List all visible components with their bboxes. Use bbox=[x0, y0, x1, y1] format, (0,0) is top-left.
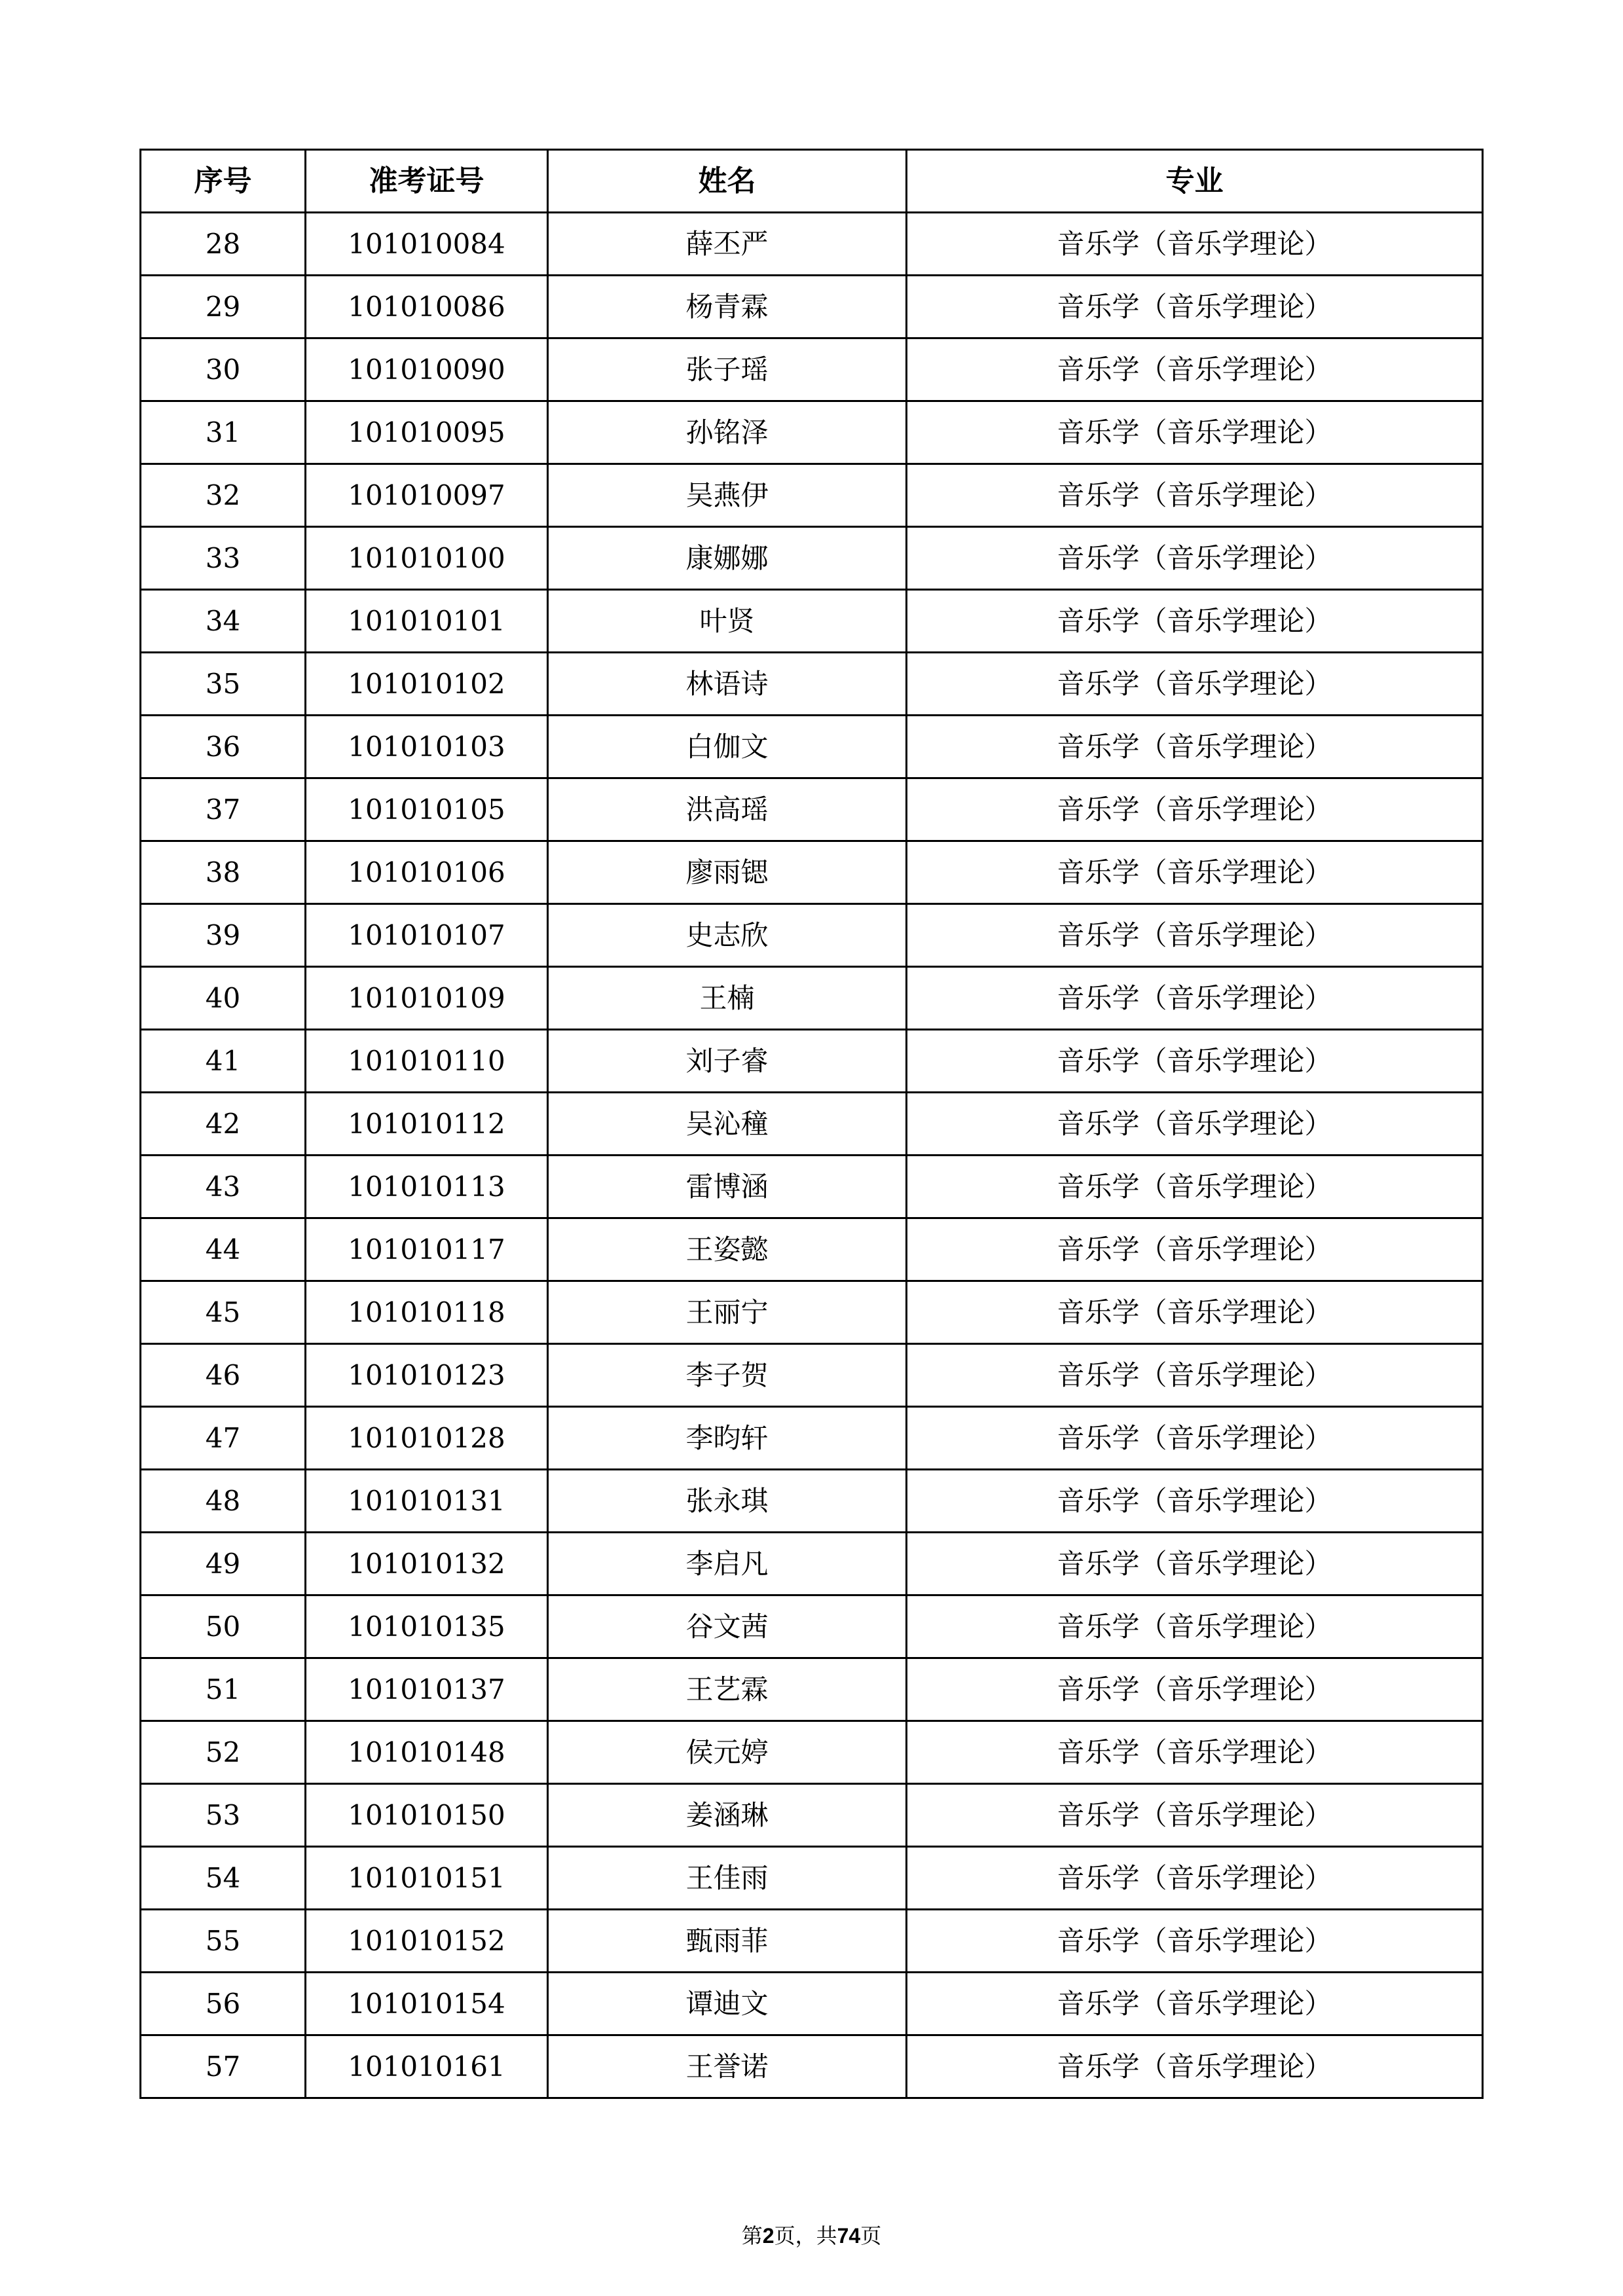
cell-exam-id: 101010095 bbox=[306, 401, 548, 464]
cell-name: 王楠 bbox=[548, 967, 907, 1030]
cell-name: 康娜娜 bbox=[548, 527, 907, 590]
footer-prefix: 第 bbox=[741, 2223, 763, 2248]
cell-exam-id: 101010150 bbox=[306, 1784, 548, 1847]
cell-major: 音乐学（音乐学理论） bbox=[907, 1784, 1483, 1847]
cell-exam-id: 101010117 bbox=[306, 1218, 548, 1281]
cell-seq: 55 bbox=[141, 1910, 306, 1973]
cell-seq: 48 bbox=[141, 1470, 306, 1533]
cell-exam-id: 101010154 bbox=[306, 1973, 548, 2035]
cell-name: 谷文茜 bbox=[548, 1595, 907, 1658]
cell-exam-id: 101010112 bbox=[306, 1093, 548, 1156]
cell-name: 白伽文 bbox=[548, 716, 907, 778]
cell-major: 音乐学（音乐学理论） bbox=[907, 1407, 1483, 1470]
cell-major: 音乐学（音乐学理论） bbox=[907, 716, 1483, 778]
cell-major: 音乐学（音乐学理论） bbox=[907, 527, 1483, 590]
cell-seq: 41 bbox=[141, 1030, 306, 1093]
cell-major: 音乐学（音乐学理论） bbox=[907, 1973, 1483, 2035]
header-name: 姓名 bbox=[548, 150, 907, 213]
cell-major: 音乐学（音乐学理论） bbox=[907, 213, 1483, 276]
cell-name: 李子贺 bbox=[548, 1344, 907, 1407]
table-row bbox=[141, 1973, 1483, 2035]
cell-seq: 53 bbox=[141, 1784, 306, 1847]
footer-middle: 页，共 bbox=[774, 2223, 837, 2248]
cell-seq: 37 bbox=[141, 778, 306, 841]
table-row bbox=[141, 1470, 1483, 1533]
table-row bbox=[141, 590, 1483, 653]
cell-major: 音乐学（音乐学理论） bbox=[907, 2035, 1483, 2098]
table-row bbox=[141, 1093, 1483, 1156]
table-row bbox=[141, 1721, 1483, 1784]
cell-major: 音乐学（音乐学理论） bbox=[907, 1218, 1483, 1281]
cell-name: 孙铭泽 bbox=[548, 401, 907, 464]
cell-name: 侯元婷 bbox=[548, 1721, 907, 1784]
cell-name: 王誉诺 bbox=[548, 2035, 907, 2098]
cell-exam-id: 101010097 bbox=[306, 464, 548, 527]
cell-exam-id: 101010113 bbox=[306, 1156, 548, 1218]
cell-exam-id: 101010131 bbox=[306, 1470, 548, 1533]
cell-exam-id: 101010123 bbox=[306, 1344, 548, 1407]
cell-major: 音乐学（音乐学理论） bbox=[907, 967, 1483, 1030]
cell-major: 音乐学（音乐学理论） bbox=[907, 464, 1483, 527]
cell-exam-id: 101010105 bbox=[306, 778, 548, 841]
page-footer bbox=[0, 2219, 1623, 2250]
cell-major: 音乐学（音乐学理论） bbox=[907, 1721, 1483, 1784]
cell-seq: 32 bbox=[141, 464, 306, 527]
cell-name: 王姿懿 bbox=[548, 1218, 907, 1281]
cell-seq: 39 bbox=[141, 904, 306, 967]
table-row bbox=[141, 1533, 1483, 1595]
table-row bbox=[141, 904, 1483, 967]
cell-seq: 47 bbox=[141, 1407, 306, 1470]
cell-seq: 36 bbox=[141, 716, 306, 778]
table-row bbox=[141, 1595, 1483, 1658]
header-major: 专业 bbox=[907, 150, 1483, 213]
cell-name: 吴燕伊 bbox=[548, 464, 907, 527]
table-row bbox=[141, 213, 1483, 276]
cell-seq: 51 bbox=[141, 1658, 306, 1721]
cell-name: 史志欣 bbox=[548, 904, 907, 967]
cell-exam-id: 101010101 bbox=[306, 590, 548, 653]
cell-exam-id: 101010090 bbox=[306, 338, 548, 401]
footer-current-page: 2 bbox=[762, 2224, 775, 2248]
cell-major: 音乐学（音乐学理论） bbox=[907, 1533, 1483, 1595]
cell-name: 薛丕严 bbox=[548, 213, 907, 276]
cell-seq: 33 bbox=[141, 527, 306, 590]
cell-exam-id: 101010100 bbox=[306, 527, 548, 590]
cell-name: 张子瑶 bbox=[548, 338, 907, 401]
cell-seq: 45 bbox=[141, 1281, 306, 1344]
cell-seq: 57 bbox=[141, 2035, 306, 2098]
cell-name: 杨青霖 bbox=[548, 276, 907, 338]
table-row bbox=[141, 276, 1483, 338]
cell-exam-id: 101010152 bbox=[306, 1910, 548, 1973]
cell-exam-id: 101010151 bbox=[306, 1847, 548, 1910]
cell-name: 李昀轩 bbox=[548, 1407, 907, 1470]
cell-exam-id: 101010106 bbox=[306, 841, 548, 904]
cell-exam-id: 101010135 bbox=[306, 1595, 548, 1658]
table-row bbox=[141, 1910, 1483, 1973]
table-row bbox=[141, 527, 1483, 590]
cell-name: 王丽宁 bbox=[548, 1281, 907, 1344]
table-row bbox=[141, 464, 1483, 527]
footer-suffix: 页 bbox=[860, 2223, 882, 2248]
roster-table bbox=[139, 149, 1484, 2099]
cell-major: 音乐学（音乐学理论） bbox=[907, 653, 1483, 716]
cell-exam-id: 101010107 bbox=[306, 904, 548, 967]
table-body bbox=[141, 213, 1483, 2098]
cell-major: 音乐学（音乐学理论） bbox=[907, 1847, 1483, 1910]
cell-major: 音乐学（音乐学理论） bbox=[907, 1470, 1483, 1533]
cell-name: 王佳雨 bbox=[548, 1847, 907, 1910]
cell-seq: 28 bbox=[141, 213, 306, 276]
cell-exam-id: 101010128 bbox=[306, 1407, 548, 1470]
cell-name: 谭迪文 bbox=[548, 1973, 907, 2035]
cell-name: 叶贤 bbox=[548, 590, 907, 653]
cell-exam-id: 101010102 bbox=[306, 653, 548, 716]
cell-seq: 29 bbox=[141, 276, 306, 338]
cell-major: 音乐学（音乐学理论） bbox=[907, 778, 1483, 841]
cell-seq: 30 bbox=[141, 338, 306, 401]
cell-exam-id: 101010084 bbox=[306, 213, 548, 276]
cell-exam-id: 101010109 bbox=[306, 967, 548, 1030]
table-row bbox=[141, 1156, 1483, 1218]
table-row bbox=[141, 1658, 1483, 1721]
table-row bbox=[141, 1784, 1483, 1847]
cell-seq: 49 bbox=[141, 1533, 306, 1595]
cell-seq: 31 bbox=[141, 401, 306, 464]
cell-major: 音乐学（音乐学理论） bbox=[907, 1093, 1483, 1156]
table-row bbox=[141, 778, 1483, 841]
cell-name: 张永琪 bbox=[548, 1470, 907, 1533]
cell-major: 音乐学（音乐学理论） bbox=[907, 276, 1483, 338]
cell-seq: 38 bbox=[141, 841, 306, 904]
header-exam-id: 准考证号 bbox=[306, 150, 548, 213]
cell-name: 刘子睿 bbox=[548, 1030, 907, 1093]
cell-seq: 40 bbox=[141, 967, 306, 1030]
cell-name: 姜涵琳 bbox=[548, 1784, 907, 1847]
cell-seq: 50 bbox=[141, 1595, 306, 1658]
cell-exam-id: 101010118 bbox=[306, 1281, 548, 1344]
table-row bbox=[141, 1847, 1483, 1910]
cell-exam-id: 101010132 bbox=[306, 1533, 548, 1595]
cell-major: 音乐学（音乐学理论） bbox=[907, 1910, 1483, 1973]
cell-major: 音乐学（音乐学理论） bbox=[907, 841, 1483, 904]
cell-exam-id: 101010103 bbox=[306, 716, 548, 778]
table-row bbox=[141, 1344, 1483, 1407]
cell-name: 林语诗 bbox=[548, 653, 907, 716]
cell-seq: 46 bbox=[141, 1344, 306, 1407]
cell-seq: 44 bbox=[141, 1218, 306, 1281]
cell-seq: 54 bbox=[141, 1847, 306, 1910]
cell-exam-id: 101010110 bbox=[306, 1030, 548, 1093]
table-row bbox=[141, 1407, 1483, 1470]
table-row bbox=[141, 1030, 1483, 1093]
table-row bbox=[141, 401, 1483, 464]
table-row bbox=[141, 1281, 1483, 1344]
cell-major: 音乐学（音乐学理论） bbox=[907, 1030, 1483, 1093]
cell-name: 吴沁穜 bbox=[548, 1093, 907, 1156]
cell-exam-id: 101010161 bbox=[306, 2035, 548, 2098]
cell-name: 洪高瑶 bbox=[548, 778, 907, 841]
cell-exam-id: 101010086 bbox=[306, 276, 548, 338]
cell-major: 音乐学（音乐学理论） bbox=[907, 1156, 1483, 1218]
cell-seq: 42 bbox=[141, 1093, 306, 1156]
table-row bbox=[141, 1218, 1483, 1281]
table-row bbox=[141, 2035, 1483, 2098]
cell-seq: 52 bbox=[141, 1721, 306, 1784]
cell-name: 廖雨锶 bbox=[548, 841, 907, 904]
cell-major: 音乐学（音乐学理论） bbox=[907, 590, 1483, 653]
footer-total-pages: 74 bbox=[837, 2224, 861, 2248]
cell-exam-id: 101010148 bbox=[306, 1721, 548, 1784]
cell-major: 音乐学（音乐学理论） bbox=[907, 1281, 1483, 1344]
header-seq: 序号 bbox=[141, 150, 306, 213]
cell-name: 王艺霖 bbox=[548, 1658, 907, 1721]
table-row bbox=[141, 338, 1483, 401]
cell-seq: 34 bbox=[141, 590, 306, 653]
cell-name: 雷博涵 bbox=[548, 1156, 907, 1218]
cell-major: 音乐学（音乐学理论） bbox=[907, 401, 1483, 464]
table-row bbox=[141, 716, 1483, 778]
cell-name: 李启凡 bbox=[548, 1533, 907, 1595]
cell-major: 音乐学（音乐学理论） bbox=[907, 1658, 1483, 1721]
cell-name: 甄雨菲 bbox=[548, 1910, 907, 1973]
table-header-row bbox=[141, 150, 1483, 213]
cell-seq: 43 bbox=[141, 1156, 306, 1218]
cell-exam-id: 101010137 bbox=[306, 1658, 548, 1721]
cell-major: 音乐学（音乐学理论） bbox=[907, 338, 1483, 401]
cell-major: 音乐学（音乐学理论） bbox=[907, 1595, 1483, 1658]
cell-major: 音乐学（音乐学理论） bbox=[907, 1344, 1483, 1407]
cell-major: 音乐学（音乐学理论） bbox=[907, 904, 1483, 967]
cell-seq: 35 bbox=[141, 653, 306, 716]
table-row bbox=[141, 653, 1483, 716]
table-row bbox=[141, 841, 1483, 904]
table-row bbox=[141, 967, 1483, 1030]
cell-seq: 56 bbox=[141, 1973, 306, 2035]
